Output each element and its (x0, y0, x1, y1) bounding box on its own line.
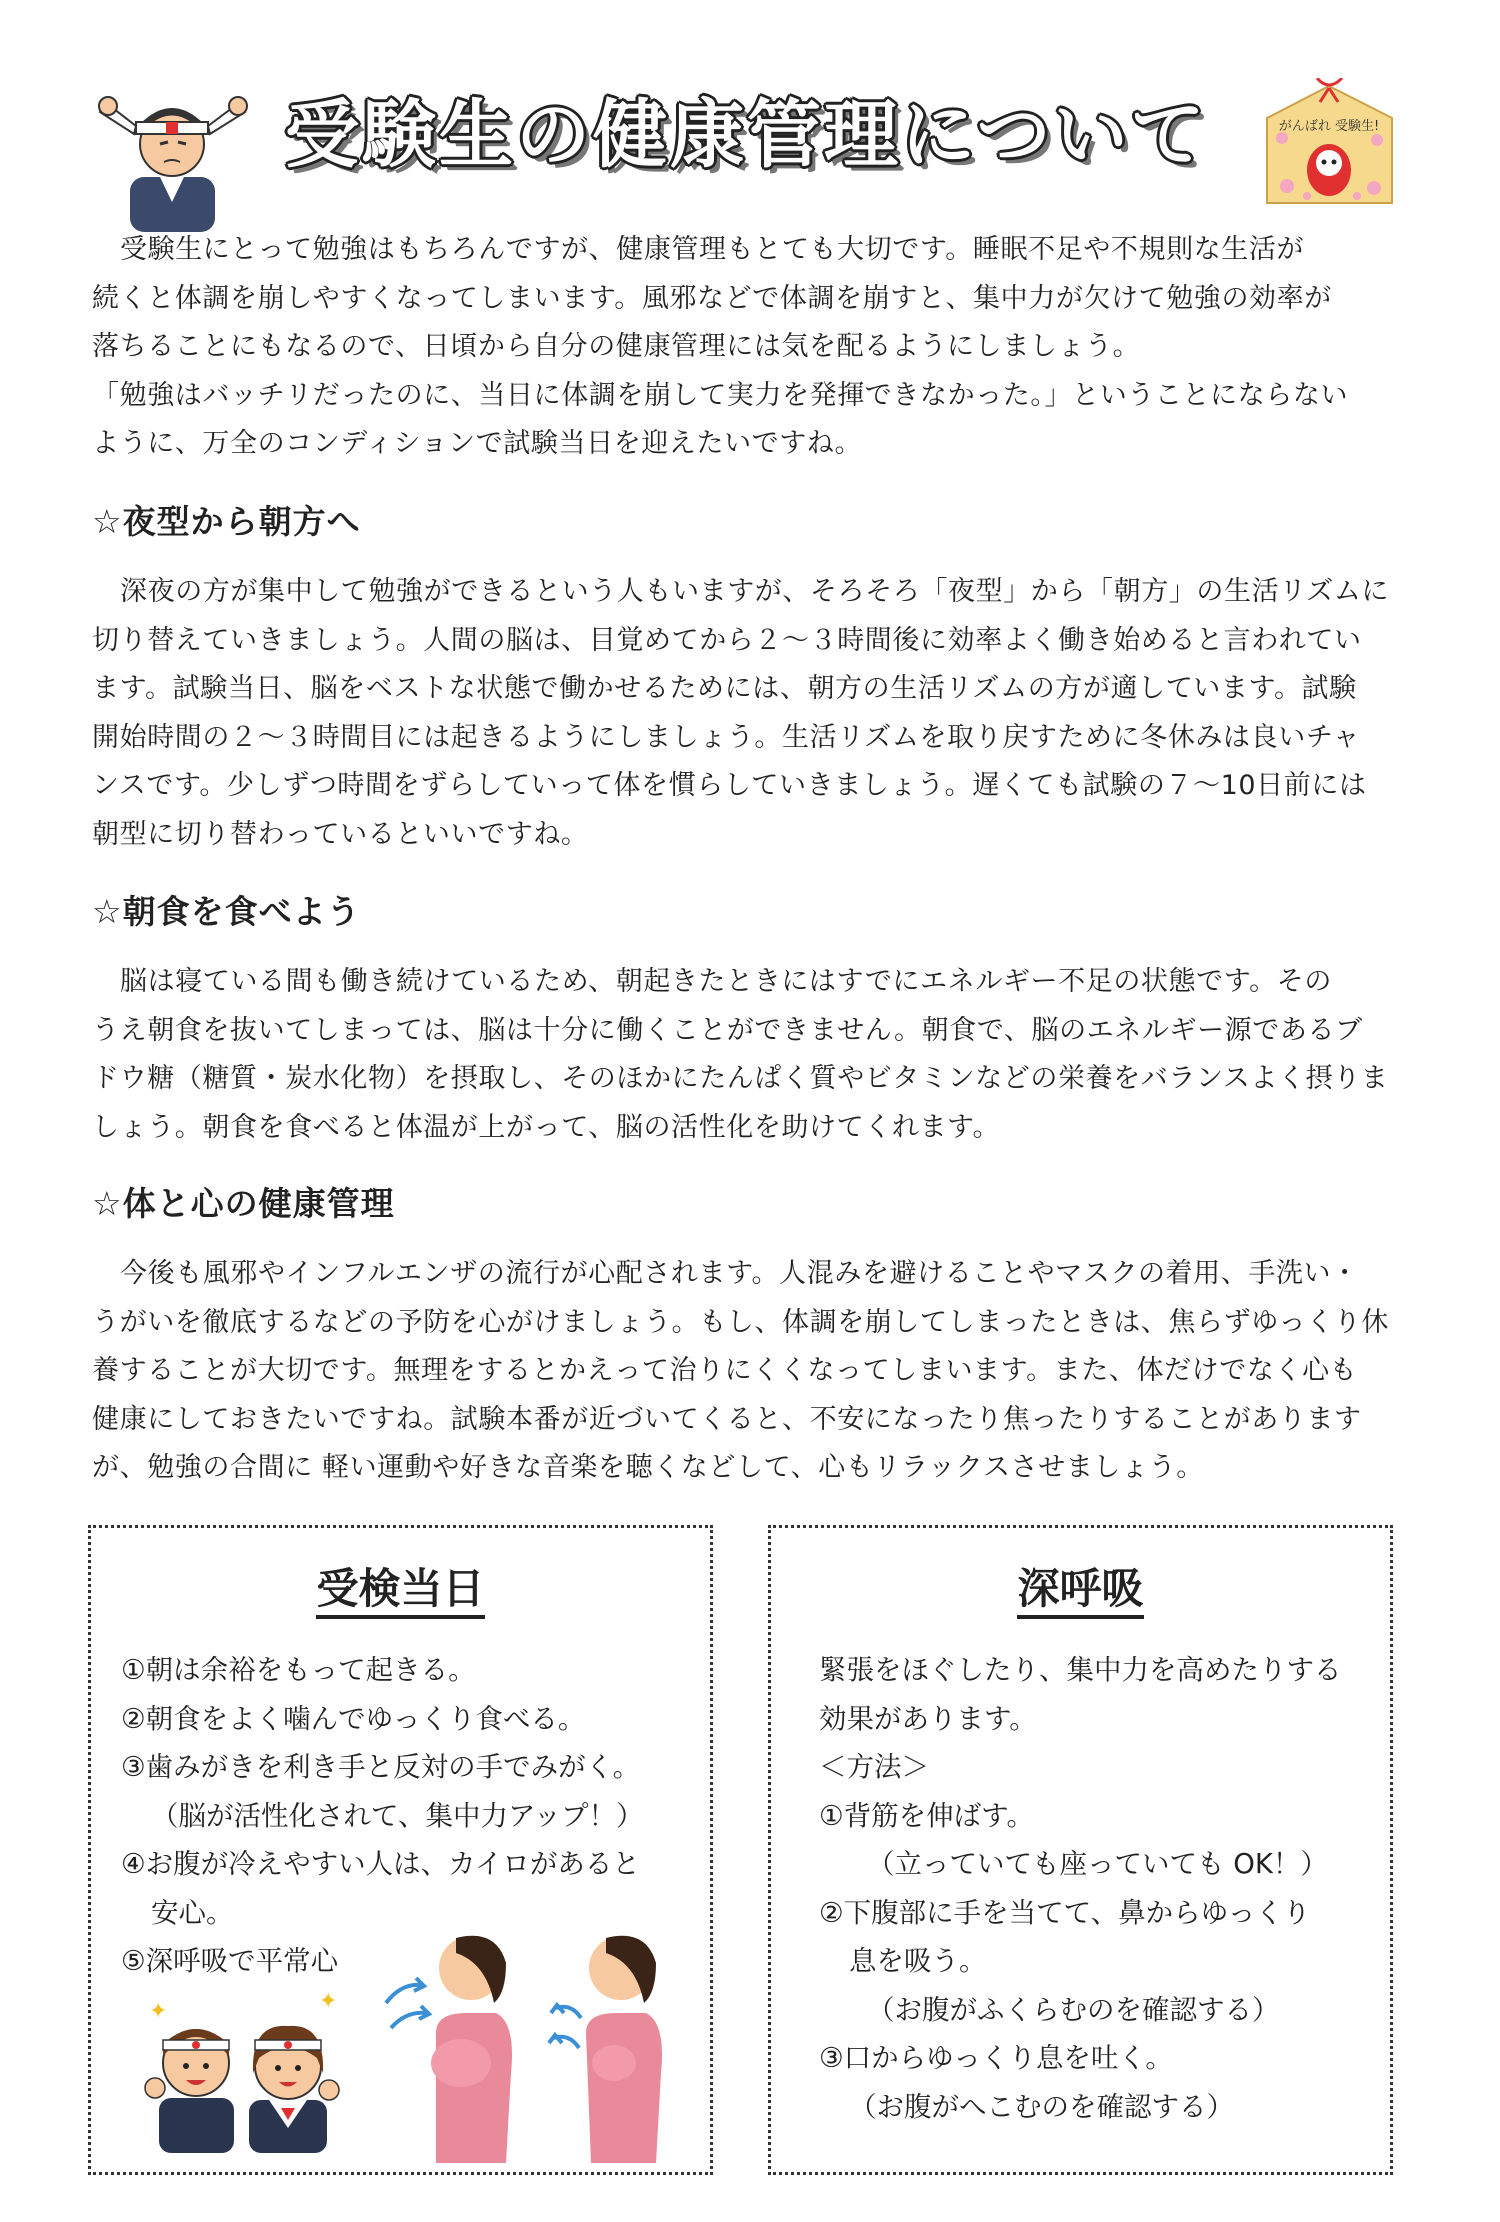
intro-line: 「勉強はバッチリだったのに、当日に体調を崩して実力を発揮できなかった。」ということにならない (92, 379, 1349, 411)
list-item: 息を吸う。 (849, 1945, 987, 1977)
section-paragraph-breakfast (92, 958, 1404, 1152)
svg-text:✦: ✦ (319, 1989, 338, 2014)
intro-line: 受験生にとって勉強はもちろんですが、健康管理もとても大切です。睡眠不足や不規則な生活が (120, 234, 1305, 265)
deep-breathing-box (768, 1525, 1393, 2175)
section-line: ドウ糖（糖質・炭水化物）を摂取し、そのほかにたんぱく質やビタミンなどの栄養をバランスよく摂りま (92, 1063, 1389, 1094)
list-item: ＜方法＞ (819, 1751, 929, 1783)
list-item: ④お腹が冷えやすい人は、カイロがあると (121, 1848, 640, 1880)
exam-day-box (88, 1525, 713, 2175)
deep-breathing-illustration (376, 1923, 676, 2163)
intro-line: 続くと体調を崩しやすくなってしまいます。風邪などで体調を崩すと、集中力が欠けて勉強の効率が (92, 282, 1332, 314)
section-line: うがいを徹底するなどの予防を心がけましょう。もし、体調を崩してしまったときは、焦らずゆっくり休 (92, 1306, 1389, 1338)
list-item: 緊張をほぐしたり、集中力を高めたりする (819, 1654, 1342, 1686)
ema-daruma-illustration (1262, 78, 1397, 206)
svg-text:✦: ✦ (149, 1999, 168, 2024)
list-item: （脳が活性化されて、集中力アップ！） (151, 1799, 644, 1832)
section-heading-breakfast: ☆朝食を食べよう (92, 892, 361, 931)
section-line: 脳は寝ている間も働き続けているため、朝起きたときにはすでにエネルギー不足の状態です。その (120, 966, 1332, 997)
section-line: 健康にしておきたいですね。試験本番が近づいてくると、不安になったり焦ったりすることがあります (92, 1403, 1362, 1435)
list-item: ③口からゆっくり息を吐く。 (819, 2042, 1173, 2074)
list-item: （立っていても座っていても OK！） (867, 1848, 1328, 1880)
section-line: 朝型に切り替わっているといいですね。 (92, 818, 589, 850)
section-paragraph-night-to-morning (92, 568, 1404, 859)
section-heading-body-mind: ☆体と心の健康管理 (92, 1184, 395, 1223)
section-line: 切り替えていきましょう。人間の脳は、目覚めてから２〜３時間後に効率よく働き始めると言われてい (92, 624, 1362, 656)
section-line: 深夜の方が集中して勉強ができるという人もいますが、そろそろ「夜型」から「朝方」の生活リズムに (120, 576, 1390, 607)
deep-breathing-list (819, 1646, 1389, 2131)
list-item: ②朝食をよく噛んでゆっくり食べる。 (121, 1702, 586, 1735)
section-paragraph-body-mind (92, 1250, 1404, 1493)
section-line: うえ朝食を抜いてしまっては、脳は十分に働くことができません。朝食で、脳のエネルギー源であるブ (92, 1014, 1363, 1046)
intro-paragraph (92, 226, 1404, 469)
deep-breathing-title (771, 1556, 1390, 1616)
list-item: ③歯みがきを利き手と反対の手でみがく。 (121, 1751, 641, 1783)
list-item: ①朝は余裕をもって起きる。 (121, 1654, 476, 1686)
list-item: （お腹がふくらむのを確認する） (867, 1993, 1280, 2026)
exam-day-title-text: 受検当日 (316, 1564, 484, 1619)
list-item: ②下腹部に手を当てて、鼻からゆっくり (819, 1896, 1311, 1929)
intro-line: 落ちることにもなるので、日頃から自分の健康管理には気を配るようにしましょう。 (92, 331, 1141, 362)
deep-breathing-title-text: 深呼吸 (1017, 1564, 1143, 1619)
section-line: 養することが大切です。無理をするとかえって治りにくくなってしまいます。また、体だけでなく心も (92, 1355, 1358, 1386)
section-line: ます。試験当日、脳をベストな状態で働かせるためには、朝方の生活リズムの方が適しています。試験 (92, 673, 1357, 704)
students-cheering-illustration (141, 1978, 341, 2153)
section-line: しょう。朝食を食べると体温が上がって、脳の活性化を助けてくれます。 (92, 1111, 1001, 1143)
section-line: が、勉強の合間に 軽い運動や好きな音楽を聴くなどして、心もリラックスさせましょう。 (92, 1452, 1204, 1483)
list-item: ⑤深呼吸で平常心 (121, 1945, 339, 1977)
section-line: 開始時間の２〜３時間目には起きるようにしましょう。生活リズムを取り戻すために冬休みは良いチャ (92, 721, 1361, 753)
exam-day-title (91, 1556, 710, 1616)
list-item: 効果があります。 (819, 1702, 1037, 1735)
section-heading-night-to-morning: ☆夜型から朝方へ (92, 502, 361, 541)
list-item: 安心。 (151, 1896, 234, 1929)
section-line: 今後も風邪やインフルエンザの流行が心配されます。人混みを避けることやマスクの着用、手洗い・ (120, 1258, 1359, 1289)
list-item: （お腹がへこむのを確認する） (849, 2090, 1234, 2123)
list-item: ①背筋を伸ばす。 (819, 1799, 1034, 1832)
student-headband-illustration (90, 82, 255, 232)
section-line: ンスです。少しずつ時間をずらしていって体を慣らしていきましょう。遅くても試験の７〜10日前には (92, 770, 1367, 801)
page-title: 受験生の健康管理について (285, 92, 1208, 178)
intro-line: ように、万全のコンディションで試験当日を迎えたいですね。 (92, 428, 863, 459)
ema-text: がんばれ 受験生! (1278, 119, 1380, 134)
